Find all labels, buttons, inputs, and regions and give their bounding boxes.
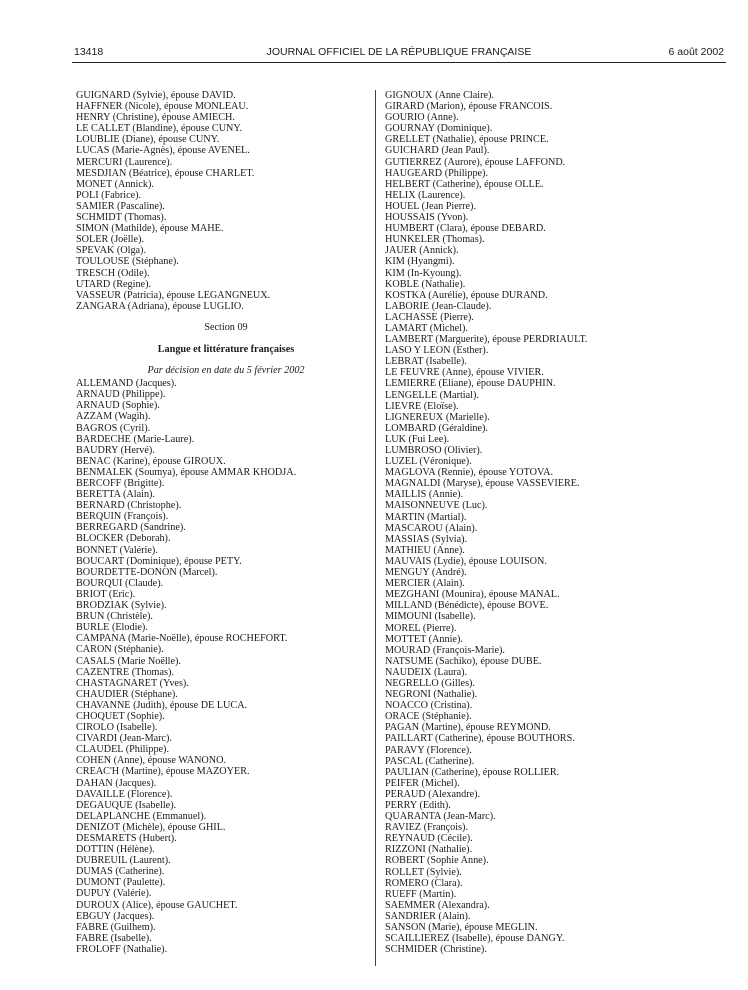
list-item: COHEN (Anne), épouse WANONO. [76, 755, 227, 767]
list-item: BRODZIAK (Sylvie). [76, 600, 167, 612]
list-item: LAMBERT (Marguerite), épouse PERDRIAULT. [385, 334, 588, 346]
list-item: KOBLE (Nathalie). [385, 278, 466, 290]
list-item: CHAUDIER (Stéphane). [76, 688, 178, 700]
list-item: AZZAM (Wagih). [76, 411, 151, 423]
decision-date: Par décision en date du 5 février 2002 [147, 365, 305, 377]
list-item: GIRARD (Marion), épouse FRANCOIS. [385, 101, 553, 113]
list-item: CHASTAGNARET (Yves). [76, 677, 189, 689]
list-item: KOSTKA (Aurélie), épouse DURAND. [385, 289, 548, 301]
list-item: LACHASSE (Pierre). [385, 311, 474, 323]
list-item: DUPUY (Valérie). [76, 888, 152, 900]
list-item: LAMART (Michel). [385, 322, 468, 334]
name-list-section-09 [76, 378, 376, 955]
list-item: ARNAUD (Sophie). [76, 400, 160, 412]
list-item: DUMAS (Catherine). [76, 866, 165, 878]
list-item: BOUCART (Dominique), épouse PETY. [76, 555, 242, 567]
list-item: MIMOUNI (Isabelle). [385, 611, 476, 623]
page-header [74, 44, 724, 60]
list-item: LUK (Fui Lee). [385, 433, 450, 445]
list-item: CAMPANA (Marie-Noëlle), épouse ROCHEFORT. [76, 633, 288, 645]
list-item: MERCURI (Laurence). [76, 156, 173, 168]
list-item: SCHMIDT (Thomas). [76, 212, 167, 224]
list-item: BERETTA (Alain). [76, 489, 155, 501]
list-item: FROLOFF (Nathalie). [76, 943, 168, 955]
list-item: SOLER (Joëlle). [76, 234, 144, 246]
list-item: PERRY (Edith). [385, 800, 451, 811]
list-item: DESMARETS (Hubert). [76, 833, 177, 844]
list-item: BONNET (Valérie). [76, 544, 158, 556]
list-item: CIVARDI (Jean-Marc). [76, 733, 172, 745]
list-item: CLAUDEL (Philippe). [76, 744, 169, 756]
list-item: HELBERT (Catherine), épouse OLLE. [385, 178, 544, 190]
list-item: SAEMMER (Alexandra). [385, 899, 490, 911]
list-item: MERCIER (Alain). [385, 578, 465, 590]
list-item: ROBERT (Sophie Anne). [385, 855, 489, 867]
list-item: BOURDETTE-DONON (Marcel). [76, 566, 218, 578]
list-item: GOURIO (Anne). [385, 112, 459, 124]
list-item: TRESCH (Odile). [76, 267, 150, 279]
list-item: MASCAROU (Alain). [385, 522, 478, 534]
list-item: HENRY (Christine), épouse AMIECH. [76, 112, 235, 124]
list-item: LASO Y LEON (Esther). [385, 345, 489, 357]
list-item: HOUEL (Jean Pierre). [385, 200, 476, 212]
journal-title: JOURNAL OFFICIEL DE LA RÉPUBLIQUE FRANÇAISE [266, 46, 532, 58]
list-item: DOTTIN (Hélène). [76, 844, 155, 856]
list-item: GUTIERREZ (Aurore), épouse LAFFOND. [385, 156, 566, 168]
list-item: MOURAD (François-Marie). [385, 644, 505, 656]
list-item: DUROUX (Alice), épouse GAUCHET. [76, 899, 238, 911]
list-item: LUZEL (Véronique). [385, 456, 472, 468]
left-column [76, 90, 376, 955]
list-item: NEGRELLO (Gilles). [385, 677, 475, 689]
list-item: MEZGHANI (Mounira), épouse MANAL. [385, 589, 560, 601]
list-item: MAGNALDI (Maryse), épouse VASSEVIERE. [385, 478, 580, 490]
list-item: LE FEUVRE (Anne), épouse VIVIER. [385, 367, 544, 379]
list-item: GUICHARD (Jean Paul). [385, 145, 490, 157]
list-item: KIM (In-Kyoung). [385, 267, 462, 279]
list-item: SIMON (Mathilde), épouse MAHE. [76, 223, 224, 235]
list-item: MATHIEU (Anne). [385, 544, 465, 556]
list-item: DUBREUIL (Laurent). [76, 855, 171, 867]
list-item: GRELLET (Nathalie), épouse PRINCE. [385, 134, 549, 146]
list-item: DAVAILLE (Florence). [76, 788, 173, 800]
list-item: DAHAN (Jacques). [76, 777, 157, 789]
list-item: PASCAL (Catherine). [385, 755, 475, 767]
list-item: DEGAUQUE (Isabelle). [76, 799, 177, 811]
issue-date: 6 août 2002 [668, 46, 724, 58]
list-item: KIM (Hyangmi). [385, 256, 455, 268]
list-item: MONET (Annick). [76, 178, 154, 190]
list-item: PAILLART (Catherine), épouse BOUTHORS. [385, 733, 575, 745]
list-item: LOMBARD (Géraldine). [385, 422, 488, 434]
list-item: LUMBROSO (Olivier). [385, 445, 483, 456]
list-item: NOACCO (Cristina). [385, 700, 473, 712]
list-item: JAUER (Annick). [385, 245, 459, 257]
list-item: PARAVY (Florence). [385, 744, 472, 756]
list-item: MESDJIAN (Béatrice), épouse CHARLET. [76, 167, 255, 179]
list-item: FABRE (Guilhem). [76, 921, 156, 933]
list-item: PERAUD (Alexandre). [385, 788, 481, 800]
section-heading: Section 09 [204, 321, 248, 333]
list-item: RAVIEZ (François). [385, 822, 468, 834]
list-item: ORACE (Stéphanie). [385, 711, 472, 723]
list-item: ROLLET (Sylvie). [385, 866, 462, 878]
list-item: DUMONT (Paulette). [76, 877, 166, 889]
list-item: LOUBLIE (Diane), épouse CUNY. [76, 134, 220, 146]
list-item: BENMALEK (Soumya), épouse AMMAR KHODJA. [76, 466, 297, 478]
list-item: PEIFER (Michel). [385, 777, 460, 789]
list-item: BURLE (Elodie). [76, 622, 148, 634]
list-item: QUARANTA (Jean-Marc). [385, 811, 496, 823]
list-item: RIZZONI (Nathalie). [385, 844, 473, 856]
list-item: CASALS (Marie Noëlle). [76, 655, 181, 667]
page-number: 13418 [74, 46, 104, 58]
list-item: CHAVANNE (Judith), épouse DE LUCA. [76, 699, 248, 711]
list-item: LIGNEREUX (Marielle). [385, 411, 490, 423]
right-column [385, 90, 685, 955]
list-item: MOREL (Pierre). [385, 622, 457, 634]
list-item: HAFFNER (Nicole), épouse MONLEAU. [76, 101, 249, 113]
name-list-right [385, 90, 685, 955]
list-item: GIGNOUX (Anne Claire). [385, 90, 494, 101]
list-item: DELAPLANCHE (Emmanuel). [76, 810, 207, 822]
list-item: CHOQUET (Sophie). [76, 710, 165, 722]
list-item: BERCOFF (Brigitte). [76, 478, 165, 489]
list-item: BRUN (Christèle). [76, 611, 153, 623]
list-item: FABRE (Isabelle). [76, 932, 152, 944]
list-item: HUMBERT (Clara), épouse DEBARD. [385, 223, 546, 235]
list-item: GOURNAY (Dominique). [385, 123, 493, 135]
list-item: HELIX (Laurence). [385, 189, 466, 201]
list-item: BRIOT (Eric). [76, 588, 136, 600]
list-item: ALLEMAND (Jacques). [76, 378, 177, 390]
list-item: LUCAS (Marie-Agnès), épouse AVENEL. [76, 145, 250, 157]
list-item: NATSUME (Sachiko), épouse DUBE. [385, 655, 542, 667]
list-item: LEBRAT (Isabelle). [385, 356, 467, 368]
list-item: LE CALLET (Blandine), épouse CUNY. [76, 123, 242, 135]
list-item: SCHMIDER (Christine). [385, 944, 487, 956]
list-item: SPEVAK (Olga). [76, 245, 146, 257]
section-subject: Langue et littérature françaises [157, 343, 295, 355]
list-item: NEGRONI (Nathalie). [385, 689, 478, 701]
list-item: EBGUY (Jacques). [76, 910, 155, 922]
list-item: POLI (Fabrice). [76, 189, 142, 201]
list-item: MAISONNEUVE (Luc). [385, 500, 488, 512]
list-item: CREAC'H (Martine), épouse MAZOYER. [76, 766, 250, 778]
list-item: BARDECHE (Marie-Laure). [76, 433, 195, 445]
list-item: UTARD (Regine). [76, 278, 152, 290]
list-item: PAGAN (Martine), épouse REYMOND. [385, 722, 551, 734]
list-item: RUEFF (Martin). [385, 888, 457, 900]
list-item: MOTTET (Annie). [385, 633, 463, 645]
list-item: CIROLO (Isabelle). [76, 722, 158, 734]
list-item: LENGELLE (Martial). [385, 389, 479, 401]
list-item: ZANGARA (Adriana), épouse LUGLIO. [76, 300, 244, 312]
list-item: LIEVRE (Eloïse). [385, 400, 459, 412]
list-item: ARNAUD (Philippe). [76, 389, 166, 401]
list-item: PAULIAN (Catherine), épouse ROLLIER. [385, 766, 560, 778]
list-item: BLOCKER (Deborah). [76, 533, 171, 545]
list-item: CARON (Stéphanie). [76, 644, 164, 656]
list-item: VASSEUR (Patricia), épouse LEGANGNEUX. [76, 289, 271, 301]
header-rule [72, 62, 726, 63]
list-item: SCAILLIEREZ (Isabelle), épouse DANGY. [385, 933, 565, 945]
list-item: REYNAUD (Cécile). [385, 833, 473, 845]
list-item: SAMIER (Pascaline). [76, 200, 165, 212]
list-item: BENAC (Karine), épouse GIROUX. [76, 455, 226, 467]
list-item: ROMERO (Clara). [385, 877, 463, 889]
list-item: HUNKELER (Thomas). [385, 234, 485, 246]
list-item: MILLAND (Bénédicte), épouse BOVE. [385, 600, 549, 612]
list-item: BAUDRY (Hervé). [76, 444, 155, 456]
list-item: GUIGNARD (Sylvie), épouse DAVID. [76, 90, 236, 101]
list-item: BERNARD (Christophe). [76, 500, 182, 512]
list-item: MASSIAS (Sylvia). [385, 533, 468, 545]
list-item: MAGLOVA (Rennie), épouse YOTOVA. [385, 467, 553, 479]
list-item: BAGROS (Cyril). [76, 422, 151, 434]
column-divider [375, 90, 376, 966]
list-item: MENGUY (André). [385, 567, 467, 579]
list-item: BERQUIN (François). [76, 511, 169, 523]
list-item: SANDRIER (Alain). [385, 910, 471, 922]
list-item: SANSON (Marie), épouse MEGLIN. [385, 922, 538, 934]
list-item: MARTIN (Martial). [385, 511, 467, 523]
list-item: CAZENTRE (Thomas). [76, 666, 174, 678]
list-item: TOULOUSE (Stéphane). [76, 256, 179, 268]
list-item: HAUGEARD (Philippe). [385, 167, 488, 179]
list-item: NAUDEIX (Laura). [385, 666, 468, 678]
list-item: MAUVAIS (Lydie), épouse LOUISON. [385, 555, 547, 567]
list-item: LABORIE (Jean-Claude). [385, 300, 492, 312]
list-item: MAILLIS (Annie). [385, 489, 464, 501]
list-item: DENIZOT (Michèle), épouse GHIL. [76, 821, 226, 833]
list-item: HOUSSAIS (Yvon). [385, 212, 469, 224]
list-item: BERREGARD (Sandrine). [76, 522, 186, 534]
list-item: BOURQUI (Claude). [76, 577, 164, 589]
list-item: LEMIERRE (Eliane), épouse DAUPHIN. [385, 378, 556, 390]
name-list-continued [76, 90, 376, 312]
